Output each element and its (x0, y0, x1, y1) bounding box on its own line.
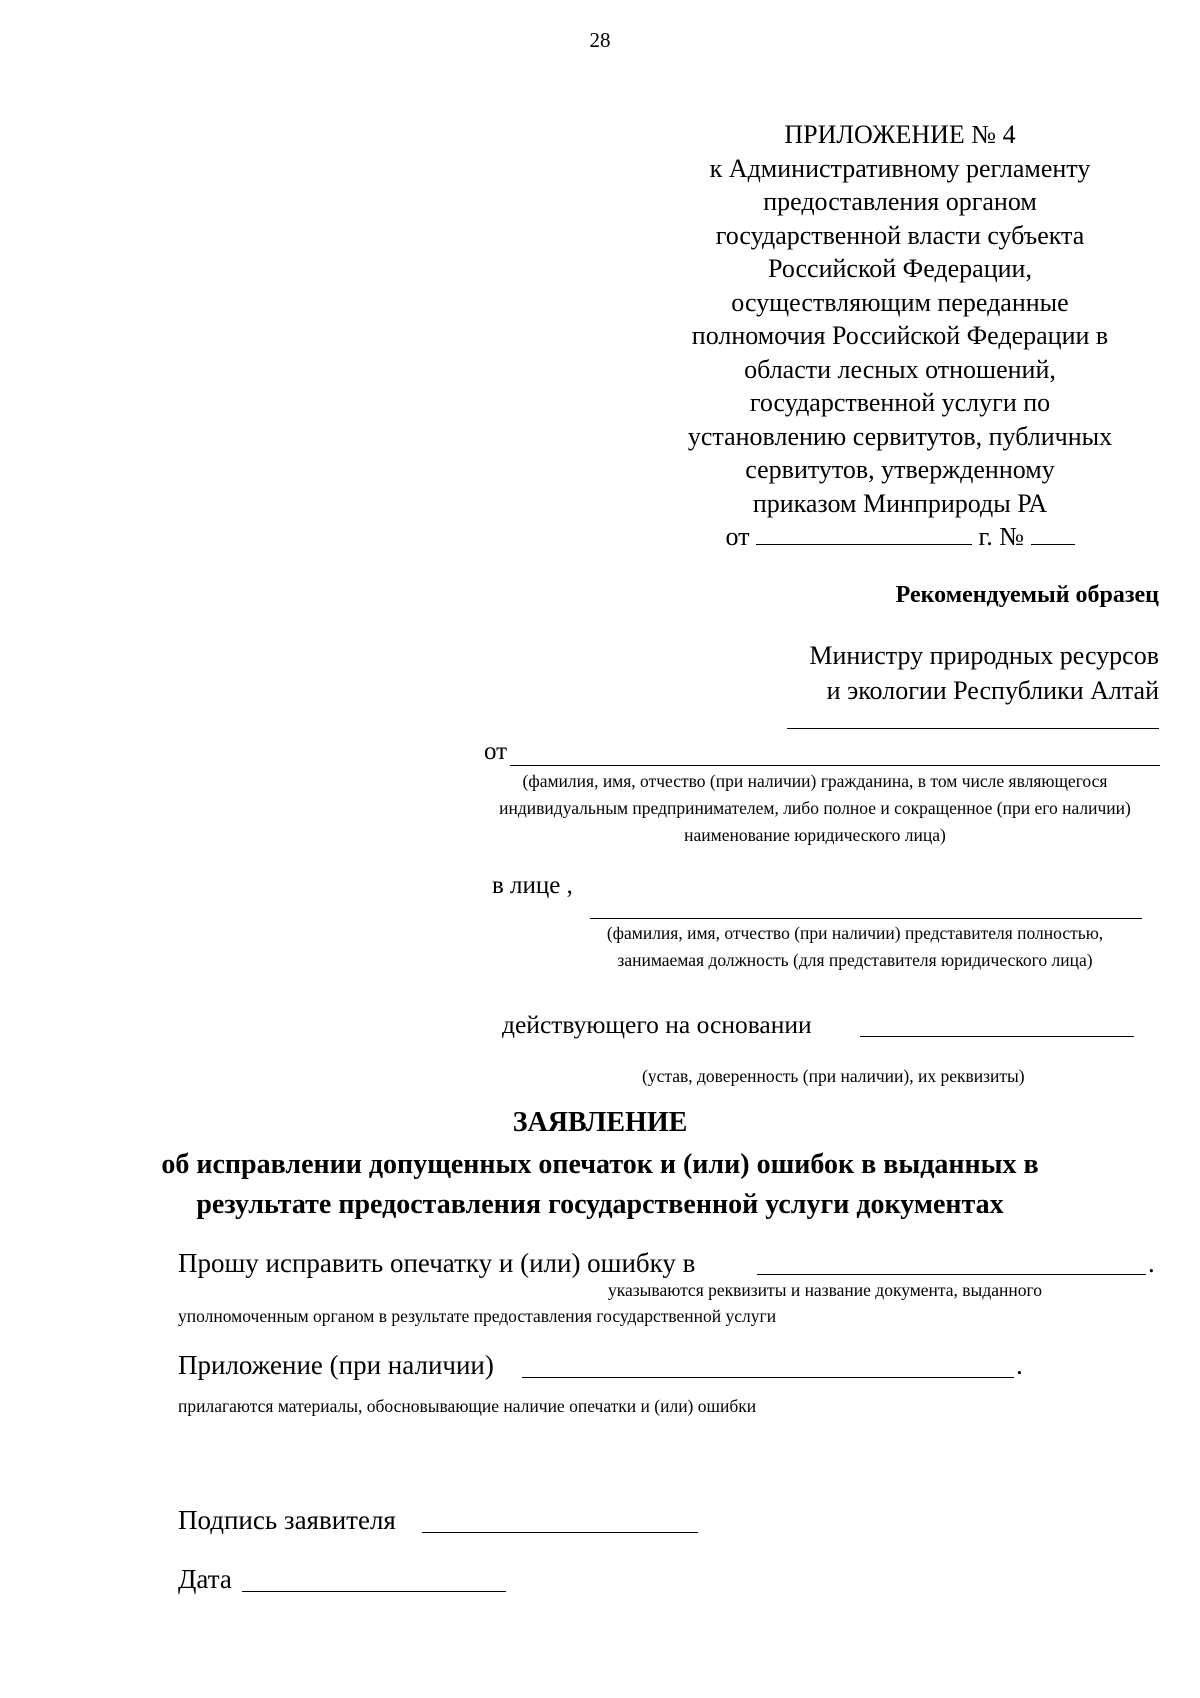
addressee-line: Министру природных ресурсов (809, 641, 1159, 670)
request-blank[interactable] (757, 1274, 1146, 1275)
request-hint: уполномоченным органом в результате предоставления государственной услуги (178, 1306, 777, 1326)
request-period: . (1148, 1248, 1155, 1278)
appendix-line: Российской Федерации, (768, 254, 1032, 283)
addressee (809, 638, 1159, 708)
represented-blank[interactable] (590, 918, 1142, 919)
basis-hint: (устав, доверенность (при наличии), их реквизиты) (642, 1066, 1025, 1086)
appendix-line: полномочия Российской Федерации в (691, 321, 1109, 350)
appendix-line: установлению сервитутов, публичных (687, 421, 1113, 451)
page-number: 28 (589, 28, 611, 52)
attachment-blank[interactable] (522, 1377, 1014, 1378)
sample-label: Рекомендуемый образец (895, 582, 1159, 608)
request-hint: указываются реквизиты и название документа, выданного (608, 1280, 1042, 1300)
date-field-blank[interactable] (242, 1591, 506, 1592)
signature-label: Подпись заявителя (178, 1505, 396, 1535)
appendix-line: к Административному регламенту (709, 153, 1091, 183)
date-blank[interactable] (756, 522, 972, 545)
from-label: от (484, 738, 508, 765)
request-label: Прошу исправить опечатку и (или) ошибку в (178, 1248, 696, 1278)
appendix-line: приказом Минприроды РА (752, 488, 1048, 518)
appendix-line: ПРИЛОЖЕНИЕ № 4 (784, 120, 1016, 149)
appendix-line: сервитутов, утвержденному (745, 455, 1055, 484)
represented-hint: (фамилия, имя, отчество (при наличии) представителя полностью, занимаемая должность (для представителя юридического лица) (606, 923, 1104, 970)
number-blank[interactable] (1031, 522, 1075, 545)
addressee-line: и экологии Республики Алтай (826, 676, 1159, 705)
represented-label: в лице , (492, 872, 573, 899)
statement-title: ЗАЯВЛЕНИЕ (512, 1107, 688, 1138)
statement-subtitle: об исправлении допущенных опечаток и (или) ошибок в выданных в (161, 1149, 1039, 1180)
appendix-date-line (640, 520, 1160, 554)
signature-blank[interactable] (422, 1532, 698, 1533)
appendix-number-label: г. № (978, 522, 1025, 551)
appendix-line: предоставления органом (763, 187, 1037, 216)
attachment-hint: прилагаются материалы, обосновывающие наличие опечатки и (или) ошибки (178, 1396, 757, 1416)
appendix-line: государственной услуги по (749, 388, 1051, 417)
from-hint: (фамилия, имя, отчество (при наличии) гражданина, в том числе являющегося индивидуальным предпринимателем, либо полное и сокращенное (при его наличии) наименование юридического лица) (499, 771, 1131, 845)
appendix-line: области лесных отношений, (744, 354, 1056, 384)
basis-label: действующего на основании (502, 1010, 812, 1039)
basis-blank[interactable] (860, 1036, 1134, 1037)
from-blank[interactable] (510, 765, 1160, 766)
appendix-line: осуществляющим переданные (731, 287, 1069, 317)
appendix-from-prefix: от (725, 522, 750, 551)
appendix-header (640, 118, 1160, 554)
attachment-period: . (1016, 1350, 1023, 1380)
addressee-name-blank[interactable] (787, 728, 1159, 729)
appendix-line: государственной власти субъекта (715, 220, 1085, 250)
statement-subtitle: результате предоставления государственной услуги документах (196, 1189, 1004, 1220)
date-label: Дата (178, 1564, 232, 1594)
attachment-label: Приложение (при наличии) (178, 1350, 494, 1380)
